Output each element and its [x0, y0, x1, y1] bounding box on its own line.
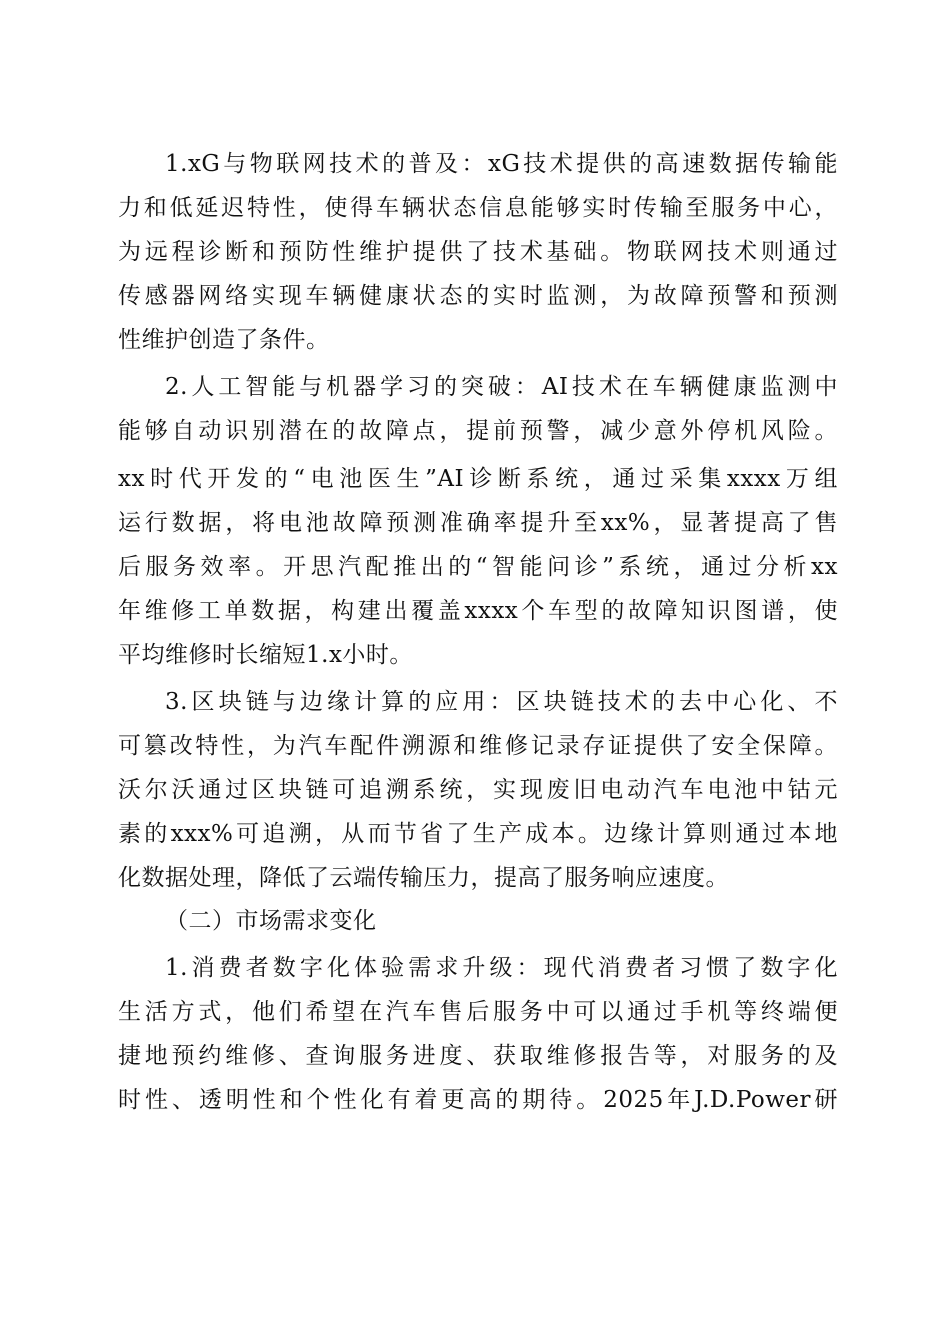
section-heading: （二）市场需求变化: [165, 908, 377, 934]
paragraph-2-line-6: 年维修工单数据，构建出覆盖xxxx个车型的故障知识图谱，使: [118, 598, 838, 624]
paragraph-2-line-3: xx时代开发的“电池医生”AI诊断系统，通过采集xxxx万组: [118, 466, 838, 492]
paragraph-2-line-4: 运行数据，将电池故障预测准确率提升至xx%，显著提高了售: [118, 510, 838, 536]
paragraph-2-line-7: 平均维修时长缩短1.x小时。: [118, 642, 413, 668]
paragraph-1-line-1: 1.xG与物联网技术的普及：xG技术提供的高速数据传输能: [165, 151, 838, 177]
paragraph-3-line-2: 可篡改特性，为汽车配件溯源和维修记录存证提供了安全保障。: [118, 733, 838, 759]
paragraph-4-line-3: 捷地预约维修、查询服务进度、获取维修报告等，对服务的及: [118, 1043, 838, 1069]
paragraph-2-line-5: 后服务效率。开思汽配推出的“智能问诊”系统，通过分析xx: [118, 554, 838, 580]
paragraph-4-line-4: 时性、透明性和个性化有着更高的期待。2025年J.D.Power研: [118, 1087, 838, 1113]
paragraph-1-line-4: 传感器网络实现车辆健康状态的实时监测，为故障预警和预测: [118, 283, 838, 309]
paragraph-1-line-2: 力和低延迟特性，使得车辆状态信息能够实时传输至服务中心，: [118, 195, 838, 221]
paragraph-3-line-4: 素的xxx%可追溯，从而节省了生产成本。边缘计算则通过本地: [118, 821, 838, 847]
paragraph-4-line-1: 1.消费者数字化体验需求升级：现代消费者习惯了数字化: [165, 955, 838, 981]
paragraph-3-line-1: 3.区块链与边缘计算的应用：区块链技术的去中心化、不: [165, 689, 838, 715]
paragraph-3-line-5: 化数据处理，降低了云端传输压力，提高了服务响应速度。: [118, 865, 729, 891]
paragraph-2-line-1: 2.人工智能与机器学习的突破：AI技术在车辆健康监测中: [165, 374, 838, 400]
paragraph-1-line-3: 为远程诊断和预防性维护提供了技术基础。物联网技术则通过: [118, 239, 838, 265]
paragraph-2-line-2: 能够自动识别潜在的故障点，提前预警，减少意外停机风险。: [118, 418, 838, 444]
paragraph-1-line-5: 性维护创造了条件。: [118, 327, 330, 353]
paragraph-4-line-2: 生活方式，他们希望在汽车售后服务中可以通过手机等终端便: [118, 999, 838, 1025]
paragraph-3-line-3: 沃尔沃通过区块链可追溯系统，实现废旧电动汽车电池中钴元: [118, 777, 838, 803]
